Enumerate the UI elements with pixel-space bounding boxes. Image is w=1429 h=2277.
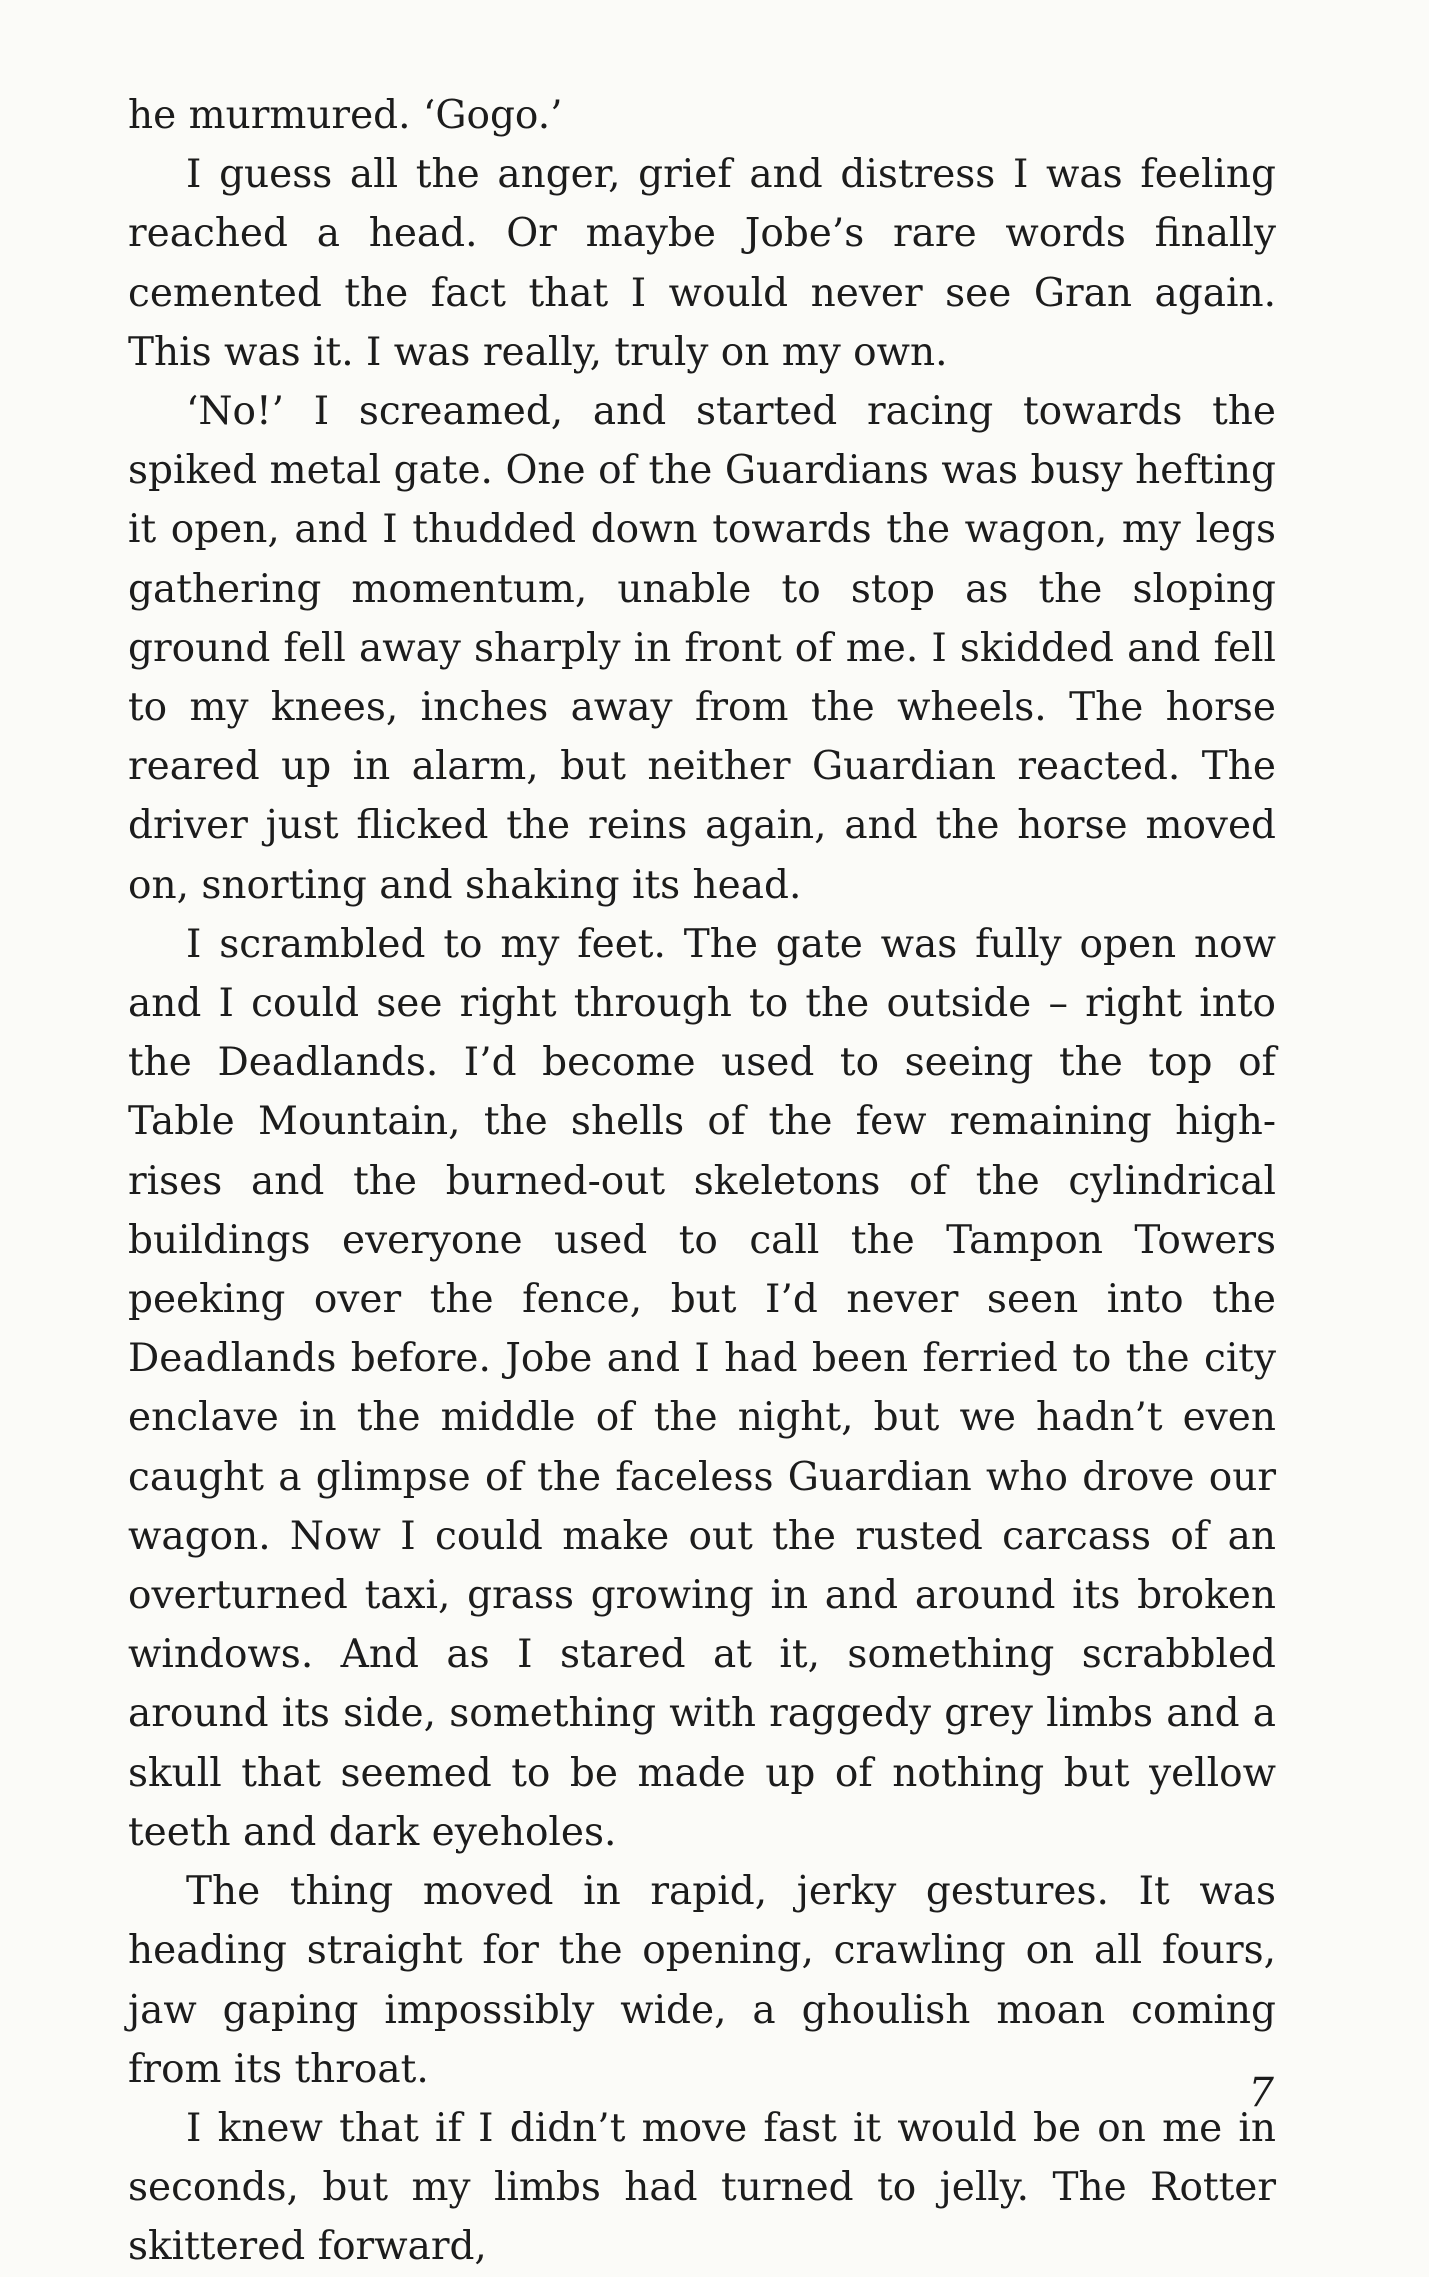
paragraph-3: ‘No!’ I screamed, and started racing towards the spiked metal gate. One of the Guardians was busy hefting it open, and I thudded down towards the wagon, my legs gathering momentum, unable to stop as the sloping ground fell away sharply in front of me. I skidded and fell to my knees, inches away from the wheels. The horse reared up in alarm, but neither Guardian reacted. The driver just flicked the reins again, and the horse moved on, snorting and shaking its head.	[128, 389, 1276, 908]
page-number: 7	[1248, 2070, 1274, 2116]
paragraph-5: The thing moved in rapid, jerky gestures. It was heading straight for the opening, crawling on all fours, jaw gaping impossibly wide, a ghoulish moan coming from its throat.	[128, 1869, 1276, 2092]
paragraph-6: I knew that if I didn’t move fast it would be on me in seconds, but my limbs had turned to jelly. The Rotter skittered forward,	[128, 2105, 1276, 2270]
body-text	[128, 86, 1276, 2277]
paragraph-1: he murmured. ‘Gogo.’	[128, 93, 563, 138]
paragraph-2: I guess all the anger, grief and distress I was feeling reached a head. Or maybe Jobe’s rare words finally cemented the fact that I would never see Gran again. This was it. I was really, truly on my own.	[128, 152, 1276, 375]
paragraph-4: I scrambled to my feet. The gate was fully open now and I could see right through to the outside – right into the Deadlands. I’d become used to seeing the top of Table Mountain, the shells of the few remaining high-rises and the burned-out skeletons of the cylindrical buildings everyone used to call the Tampon Towers peeking over the fence, but I’d never seen into the Deadlands before. Jobe and I had been ferried to the city enclave in the middle of the night, but we hadn’t even caught a glimpse of the faceless Guardian who drove our wagon. Now I could make out the rusted carcass of an overturned taxi, grass growing in and around its broken windows. And as I stared at it, something scrabbled around its side, something with raggedy grey limbs and a skull that seemed to be made up of nothing but yellow teeth and dark eyeholes.	[128, 921, 1276, 1855]
